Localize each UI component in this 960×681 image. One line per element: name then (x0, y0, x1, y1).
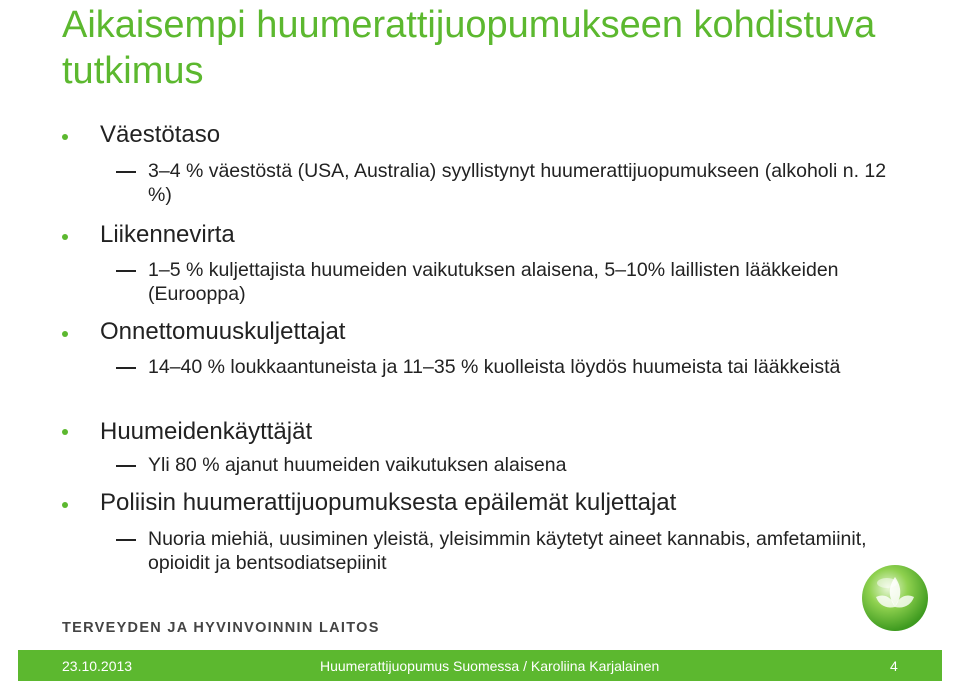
sub-point-vaestotaso: 3–4 % väestöstä (USA, Australia) syyllistynyt huumerattijuopumukseen (alkoholi n. 12 %) (148, 160, 887, 206)
footer-presentation-title: Huumerattijuopumus Suomessa / Karoliina Karjalainen (320, 658, 660, 674)
slide-footer (0, 650, 960, 681)
slide-title: Aikaisempi huumerattijuopumukseen kohdistuva tutkimus (62, 4, 876, 92)
bullet-heading-huumeidenkayttajat: Huumeidenkäyttäjät (100, 418, 313, 445)
sub-point-onnettomuuskuljettajat: 14–40 % loukkaantuneista ja 11–35 % kuolleista löydös huumeista tai lääkkeistä (148, 356, 841, 378)
dash-icon (116, 539, 136, 541)
footer-page-number: 4 (890, 658, 898, 674)
dash-icon (116, 367, 136, 369)
sub-point-poliisin: Nuoria miehiä, uusiminen yleistä, yleisimmin käytetyt aineet kannabis, amfetamiinit, opioidit ja bentsodiatsepiinit (148, 528, 867, 574)
bullet-dot-icon (62, 331, 68, 337)
sub-point-huumeidenkayttajat: Yli 80 % ajanut huumeiden vaikutuksen alaisena (148, 454, 567, 476)
bullet-dot-icon (62, 134, 68, 140)
sub-point-liikennevirta: 1–5 % kuljettajista huumeiden vaikutuksen alaisena, 5–10% laillisten lääkkeiden (Eurooppa) (148, 259, 839, 305)
dash-icon (116, 465, 136, 467)
bullet-heading-liikennevirta: Liikennevirta (100, 221, 235, 248)
footer-date: 23.10.2013 (62, 658, 133, 674)
bullet-heading-vaestotaso: Väestötaso (100, 121, 221, 148)
bullet-dot-icon (62, 429, 68, 435)
dash-icon (116, 270, 136, 272)
dash-icon (116, 171, 136, 173)
bullet-dot-icon (62, 502, 68, 508)
bullet-heading-onnettomuuskuljettajat: Onnettomuuskuljettajat (100, 318, 346, 345)
green-orb-logo-icon (860, 563, 930, 633)
bullet-heading-poliisin: Poliisin huumerattijuopumuksesta epäilemät kuljettajat (100, 489, 677, 516)
bullet-dot-icon (62, 234, 68, 240)
institution-logo-text: TERVEYDEN JA HYVINVOINNIN LAITOS (62, 620, 380, 636)
